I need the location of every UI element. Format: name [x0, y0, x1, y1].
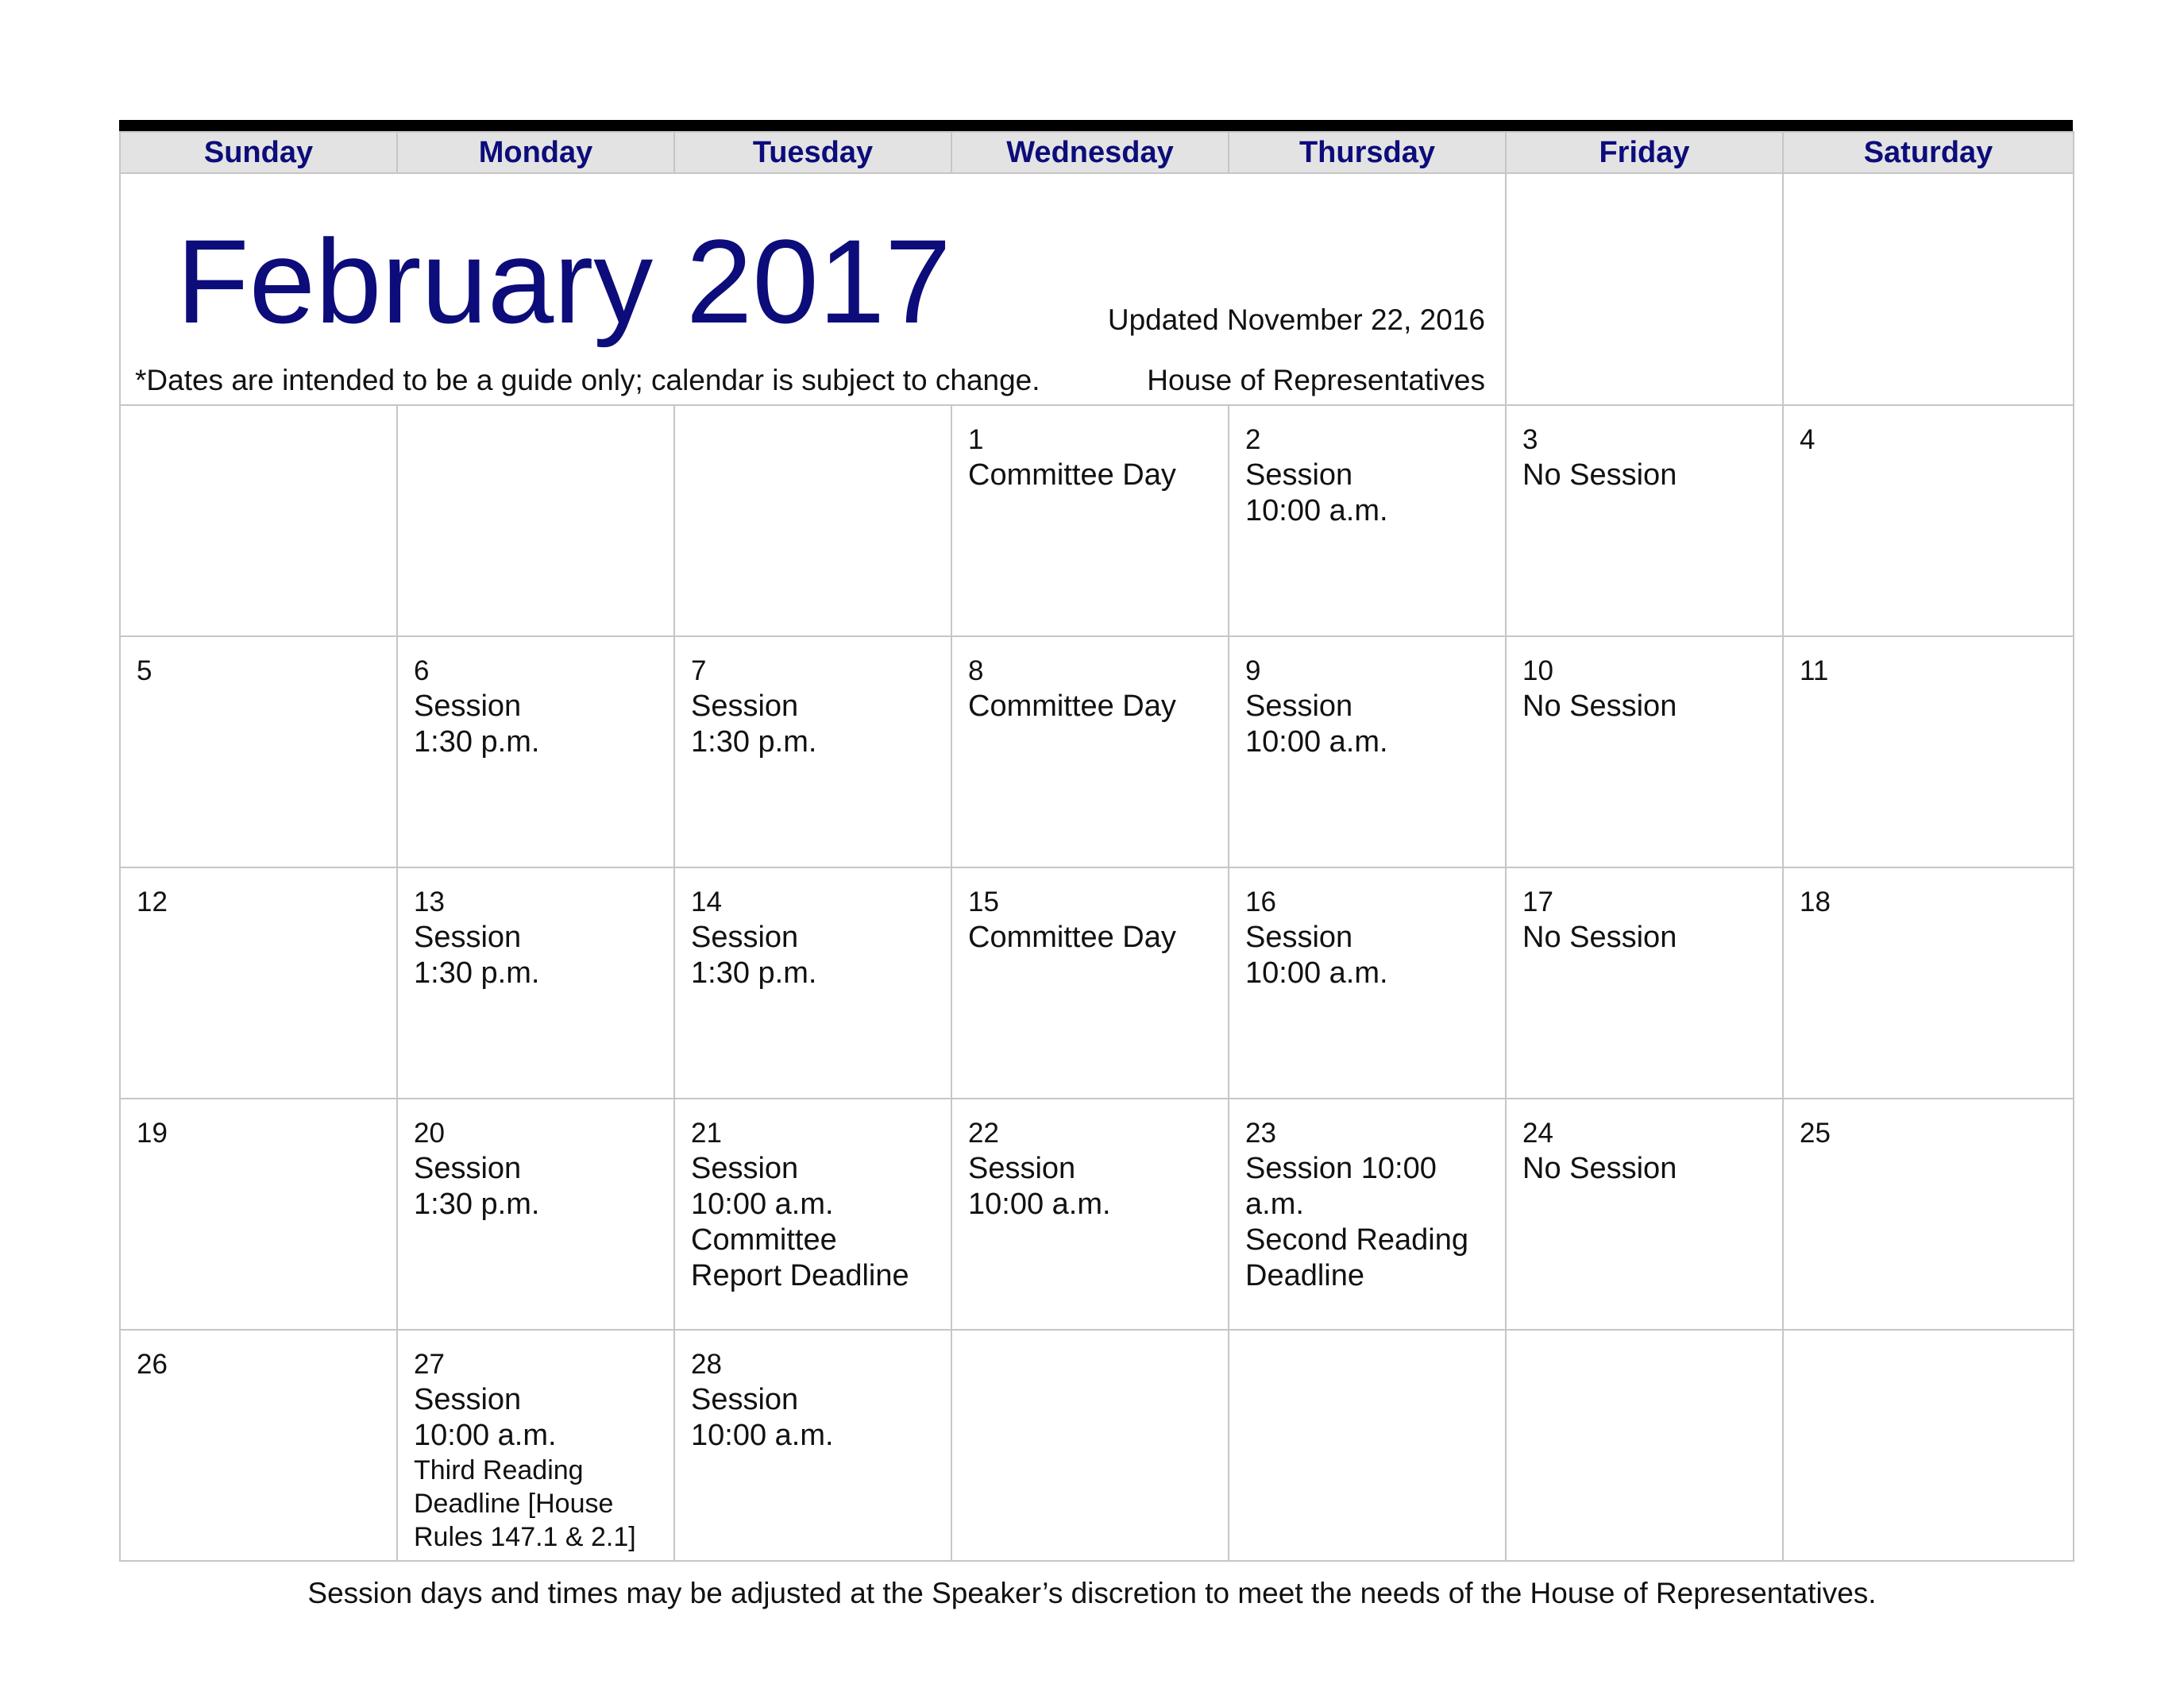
day-event-text: Session [1245, 458, 1353, 492]
day-event-text: 10:00 a.m. [414, 1419, 557, 1452]
day-event-text: Committee [691, 1223, 837, 1257]
day-cell-22 [951, 1099, 1229, 1330]
day-cell-9 [1229, 636, 1506, 867]
day-number: 18 [1800, 886, 1831, 917]
day-event-text: Deadline [1245, 1259, 1364, 1292]
empty-cell [397, 405, 674, 636]
day-event-text: 10:00 a.m. [691, 1419, 834, 1452]
day-cell-3 [1506, 405, 1783, 636]
week-row [120, 405, 2074, 636]
day-number: 3 [1522, 424, 1538, 455]
page-title: February 2017 [176, 214, 951, 348]
day-cell-23 [1229, 1099, 1506, 1330]
weekday-tuesday: Tuesday [674, 132, 951, 173]
day-cell-4 [1783, 405, 2074, 636]
day-event-text: Session [1245, 689, 1353, 723]
day-note-text: Deadline [House [414, 1489, 614, 1519]
day-cell-15 [951, 867, 1229, 1099]
day-event-text: Session [691, 1383, 799, 1416]
empty-cell [951, 1330, 1229, 1561]
day-event-text: 10:00 a.m. [1245, 494, 1388, 527]
week-row [120, 867, 2074, 1099]
day-event-text: 10:00 a.m. [1245, 725, 1388, 759]
day-number: 14 [691, 886, 722, 917]
day-event-text: Session [414, 921, 522, 954]
day-number: 19 [137, 1118, 168, 1149]
day-event-text: Second Reading [1245, 1223, 1468, 1257]
title-cell [120, 173, 1506, 405]
day-event-text: Committee Day [968, 689, 1176, 723]
week-row [120, 636, 2074, 867]
day-cell-6 [397, 636, 674, 867]
day-number: 27 [414, 1349, 445, 1380]
day-cell-14 [674, 867, 951, 1099]
day-event-text: 10:00 a.m. [968, 1188, 1111, 1221]
day-event-text: Session [691, 1152, 799, 1185]
weekday-friday: Friday [1506, 132, 1783, 173]
day-cell-16 [1229, 867, 1506, 1099]
day-event-text: Session 10:00 [1245, 1152, 1437, 1185]
day-event-text: Session [414, 689, 522, 723]
day-cell-13 [397, 867, 674, 1099]
day-number: 16 [1245, 886, 1276, 917]
day-cell-12 [120, 867, 397, 1099]
weekday-thursday: Thursday [1229, 132, 1506, 173]
day-number: 7 [691, 655, 707, 686]
day-number: 6 [414, 655, 430, 686]
calendar-grid [119, 131, 2074, 1562]
day-number: 11 [1800, 655, 1829, 686]
day-cell-17 [1506, 867, 1783, 1099]
empty-cell [1229, 1330, 1506, 1561]
day-number: 28 [691, 1349, 722, 1380]
weekday-wednesday: Wednesday [951, 132, 1229, 173]
day-event-text: Committee Day [968, 921, 1176, 954]
day-event-text: 10:00 a.m. [691, 1188, 834, 1221]
empty-cell [1506, 173, 1783, 405]
day-event-text: Report Deadline [691, 1259, 909, 1292]
day-event-text: Committee Day [968, 458, 1176, 492]
empty-cell [674, 405, 951, 636]
day-cell-18 [1783, 867, 2074, 1099]
day-event-text: No Session [1522, 1152, 1677, 1185]
day-event-text: 1:30 p.m. [414, 956, 540, 990]
day-event-text: 10:00 a.m. [1245, 956, 1388, 990]
day-event-text: Session [691, 689, 799, 723]
day-cell-5 [120, 636, 397, 867]
day-event-text: No Session [1522, 921, 1677, 954]
day-number: 25 [1800, 1118, 1831, 1149]
day-cell-26 [120, 1330, 397, 1561]
day-number: 23 [1245, 1118, 1276, 1149]
footer-note: Session days and times may be adjusted at the Speaker’s discretion to meet the needs of the House of Representatives. [307, 1577, 1877, 1609]
empty-cell [120, 405, 397, 636]
chamber-name: House of Representatives [1147, 364, 1485, 396]
weekday-saturday: Saturday [1783, 132, 2074, 173]
day-event-text: Session [691, 921, 799, 954]
day-number: 12 [137, 886, 168, 917]
week-row [120, 1099, 2074, 1330]
day-cell-7 [674, 636, 951, 867]
day-number: 4 [1800, 424, 1815, 455]
weekday-sunday: Sunday [120, 132, 397, 173]
day-event-text: No Session [1522, 689, 1677, 723]
day-number: 9 [1245, 655, 1261, 686]
day-cell-10 [1506, 636, 1783, 867]
day-number: 24 [1522, 1118, 1553, 1149]
updated-date: Updated November 22, 2016 [1107, 303, 1485, 336]
day-cell-24 [1506, 1099, 1783, 1330]
day-cell-8 [951, 636, 1229, 867]
day-event-text: 1:30 p.m. [414, 725, 540, 759]
day-number: 20 [414, 1118, 445, 1149]
day-event-text: a.m. [1245, 1188, 1304, 1221]
day-event-text: Session [414, 1383, 522, 1416]
day-cell-21 [674, 1099, 951, 1330]
day-event-text: Session [1245, 921, 1353, 954]
day-note-text: Third Reading [414, 1455, 584, 1485]
day-number: 21 [691, 1118, 722, 1149]
day-number: 5 [137, 655, 152, 686]
day-cell-28 [674, 1330, 951, 1561]
day-event-text: 1:30 p.m. [691, 956, 817, 990]
day-number: 22 [968, 1118, 999, 1149]
day-event-text: No Session [1522, 458, 1677, 492]
day-number: 13 [414, 886, 445, 917]
day-event-text: Session [414, 1152, 522, 1185]
day-cell-1 [951, 405, 1229, 636]
calendar [119, 120, 2073, 1562]
day-number: 2 [1245, 424, 1261, 455]
day-event-text: Session [968, 1152, 1076, 1185]
empty-cell [1783, 1330, 2074, 1561]
day-event-text: 1:30 p.m. [414, 1188, 540, 1221]
day-note-text: Rules 147.1 & 2.1] [414, 1522, 636, 1552]
weekday-monday: Monday [397, 132, 674, 173]
day-event-text: 1:30 p.m. [691, 725, 817, 759]
day-cell-11 [1783, 636, 2074, 867]
day-cell-27 [397, 1330, 674, 1561]
day-cell-2 [1229, 405, 1506, 636]
title-row [120, 173, 2074, 405]
day-number: 17 [1522, 886, 1553, 917]
disclaimer-text: *Dates are intended to be a guide only; calendar is subject to change. [135, 364, 1040, 396]
calendar-top-bar [119, 120, 2073, 131]
day-number: 8 [968, 655, 984, 686]
weekday-header-row [120, 132, 2074, 173]
day-cell-19 [120, 1099, 397, 1330]
day-number: 10 [1522, 655, 1553, 686]
day-number: 1 [968, 424, 984, 455]
day-number: 15 [968, 886, 999, 917]
empty-cell [1506, 1330, 1783, 1561]
day-number: 26 [137, 1349, 168, 1380]
empty-cell [1783, 173, 2074, 405]
day-cell-25 [1783, 1099, 2074, 1330]
week-row [120, 1330, 2074, 1561]
day-cell-20 [397, 1099, 674, 1330]
